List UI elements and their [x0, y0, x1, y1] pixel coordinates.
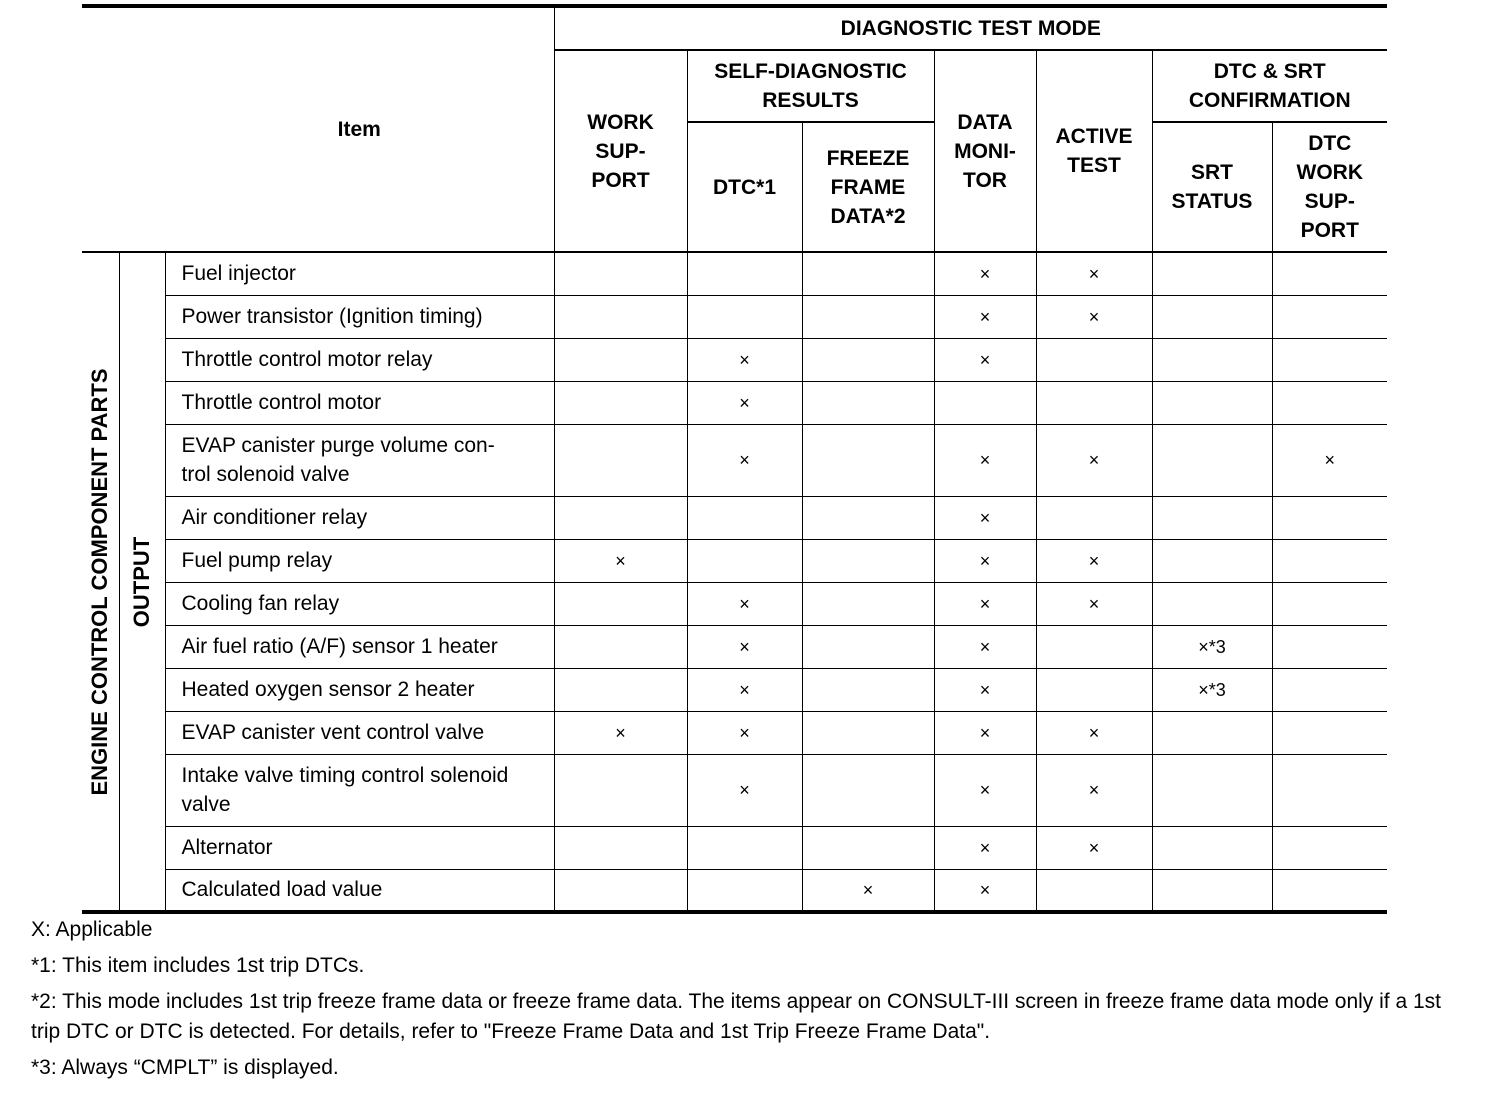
diagnostic-test-mode-header: DIAGNOSTIC TEST MODE: [554, 6, 1387, 50]
cell-work-support: [554, 869, 687, 912]
footnote-1: *1: This item includes 1st trip DTCs.: [31, 954, 365, 977]
cell-work-support: [554, 252, 687, 295]
cell-freeze: [802, 582, 934, 625]
applicable-mark: ×: [979, 263, 991, 284]
item-name: Air fuel ratio (A/F) sensor 1 heater: [165, 625, 554, 668]
cell-active-test: [1036, 496, 1152, 539]
cell-work-support: [554, 582, 687, 625]
applicable-mark: ×: [979, 636, 991, 657]
cell-srt-status: [1152, 496, 1272, 539]
applicable-mark: ×: [979, 722, 991, 743]
applicable-mark: ×: [739, 593, 750, 614]
cell-data-monitor: [934, 668, 1036, 711]
cell-freeze: [802, 338, 934, 381]
item-name: Fuel injector: [165, 252, 554, 295]
work-support-header: WORK SUP- PORT: [554, 50, 687, 252]
table-row: [82, 424, 1387, 496]
applicable-mark: ×: [1324, 450, 1336, 470]
cell-active-test: [1036, 869, 1152, 912]
item-name: Calculated load value: [165, 869, 554, 912]
cell-freeze: [802, 869, 934, 912]
applicable-mark: ×: [739, 780, 750, 800]
cell-freeze: [802, 826, 934, 869]
cell-work-support: [554, 381, 687, 424]
applicable-mark: ×: [979, 879, 991, 900]
item-name: EVAP canister vent control valve: [165, 711, 554, 754]
cell-data-monitor: [934, 252, 1036, 295]
cell-active-test: [1036, 338, 1152, 381]
item-name: Air conditioner relay: [165, 496, 554, 539]
table-row: [82, 381, 1387, 424]
dtc-header: DTC*1: [687, 122, 802, 252]
freeze-frame-data-header: FREEZE FRAME DATA*2: [802, 122, 934, 252]
cell-dtc: [687, 711, 802, 754]
cell-active-test: [1036, 711, 1152, 754]
cell-freeze: [802, 754, 934, 826]
cell-dtc-work-support: [1272, 826, 1387, 869]
applicable-mark: ×: [979, 507, 991, 528]
cell-dtc: [687, 295, 802, 338]
footnote-applicable: X: Applicable: [31, 918, 153, 941]
cell-freeze: [802, 625, 934, 668]
cell-work-support: [554, 625, 687, 668]
table-row: [82, 338, 1387, 381]
applicable-mark: ×*3: [1198, 679, 1226, 700]
cell-data-monitor: [934, 539, 1036, 582]
table-row: [82, 625, 1387, 668]
applicable-mark: ×*3: [1198, 636, 1226, 657]
cell-data-monitor: [934, 424, 1036, 496]
cell-srt-status: [1152, 668, 1272, 711]
cell-dtc: [687, 424, 802, 496]
cell-dtc: [687, 252, 802, 295]
applicable-mark: ×: [739, 450, 750, 470]
table-row: [82, 582, 1387, 625]
applicable-mark: ×: [979, 837, 991, 858]
cell-dtc: [687, 625, 802, 668]
table-row: [82, 295, 1387, 338]
cell-freeze: [802, 424, 934, 496]
cell-freeze: [802, 668, 934, 711]
item-name: Intake valve timing control solenoid valve: [165, 754, 554, 826]
applicable-mark: ×: [1088, 593, 1100, 614]
cell-dtc-work-support: [1272, 424, 1387, 496]
cell-dtc: [687, 539, 802, 582]
cell-srt-status: [1152, 338, 1272, 381]
item-column-header: Item: [165, 6, 554, 252]
srt-status-header: SRT STATUS: [1152, 122, 1272, 252]
table-row: [82, 754, 1387, 826]
cell-work-support: [554, 754, 687, 826]
applicable-mark: ×: [739, 722, 750, 743]
subgroup-label: OUTPUT: [129, 536, 154, 627]
cell-dtc: [687, 668, 802, 711]
group-label: ENGINE CONTROL COMPONENT PARTS: [87, 368, 113, 795]
cell-data-monitor: [934, 295, 1036, 338]
applicable-mark: ×: [1088, 550, 1100, 571]
cell-work-support: [554, 539, 687, 582]
cell-data-monitor: [934, 869, 1036, 912]
cell-work-support: [554, 826, 687, 869]
cell-active-test: [1036, 424, 1152, 496]
footnote-2: *2: This mode includes 1st trip freeze frame data or freeze frame data. The items appear on CONSULT-III screen in freeze frame data mode only if a 1st trip DTC or DTC is detected. For details, refer to "Freeze Frame Data and 1st Trip Freeze Frame Data".: [31, 990, 1442, 1043]
cell-srt-status: [1152, 381, 1272, 424]
cell-data-monitor: [934, 754, 1036, 826]
cell-dtc: [687, 496, 802, 539]
applicable-mark: ×: [739, 392, 750, 413]
applicable-mark: ×: [979, 349, 991, 370]
cell-data-monitor: [934, 826, 1036, 869]
cell-work-support: [554, 338, 687, 381]
cell-freeze: [802, 381, 934, 424]
applicable-mark: ×: [739, 636, 750, 657]
cell-work-support: [554, 295, 687, 338]
cell-work-support: [554, 424, 687, 496]
applicable-mark: ×: [979, 550, 991, 571]
cell-active-test: [1036, 582, 1152, 625]
cell-freeze: [802, 539, 934, 582]
cell-freeze: [802, 711, 934, 754]
subgroup-label-cell: [119, 252, 165, 912]
table-row: [82, 252, 1387, 295]
applicable-mark: ×: [979, 306, 991, 327]
cell-active-test: [1036, 539, 1152, 582]
item-name: Heated oxygen sensor 2 heater: [165, 668, 554, 711]
item-name: Throttle control motor relay: [165, 338, 554, 381]
cell-dtc-work-support: [1272, 295, 1387, 338]
cell-dtc: [687, 338, 802, 381]
applicable-mark: ×: [979, 450, 991, 470]
footnotes: [31, 915, 1471, 1089]
cell-dtc-work-support: [1272, 496, 1387, 539]
cell-srt-status: [1152, 869, 1272, 912]
cell-data-monitor: [934, 582, 1036, 625]
cell-work-support: [554, 496, 687, 539]
applicable-mark: ×: [615, 550, 626, 571]
cell-srt-status: [1152, 424, 1272, 496]
cell-srt-status: [1152, 252, 1272, 295]
cell-srt-status: [1152, 582, 1272, 625]
cell-active-test: [1036, 826, 1152, 869]
applicable-mark: ×: [1088, 722, 1100, 743]
cell-dtc-work-support: [1272, 711, 1387, 754]
table-row: [82, 539, 1387, 582]
applicable-mark: ×: [862, 879, 874, 900]
cell-dtc-work-support: [1272, 754, 1387, 826]
cell-active-test: [1036, 754, 1152, 826]
cell-data-monitor: [934, 711, 1036, 754]
cell-srt-status: [1152, 754, 1272, 826]
applicable-mark: ×: [979, 679, 991, 700]
item-name: Power transistor (Ignition timing): [165, 295, 554, 338]
cell-dtc: [687, 754, 802, 826]
cell-dtc-work-support: [1272, 381, 1387, 424]
item-name: Cooling fan relay: [165, 582, 554, 625]
table-row: [82, 668, 1387, 711]
table-row: [82, 826, 1387, 869]
item-name: Fuel pump relay: [165, 539, 554, 582]
cell-active-test: [1036, 381, 1152, 424]
cell-active-test: [1036, 668, 1152, 711]
group-label-cell: [82, 252, 119, 912]
dtc-work-support-header: DTC WORK SUP- PORT: [1272, 122, 1387, 252]
cell-srt-status: [1152, 826, 1272, 869]
cell-data-monitor: [934, 625, 1036, 668]
table-row: [82, 711, 1387, 754]
cell-active-test: [1036, 295, 1152, 338]
dtc-srt-confirmation-header: DTC & SRT CONFIRMATION: [1152, 50, 1387, 122]
item-name: EVAP canister purge volume con- trol solenoid valve: [165, 424, 554, 496]
applicable-mark: ×: [1088, 306, 1100, 327]
applicable-mark: ×: [979, 593, 991, 614]
cell-srt-status: [1152, 711, 1272, 754]
cell-work-support: [554, 711, 687, 754]
cell-data-monitor: [934, 338, 1036, 381]
cell-freeze: [802, 295, 934, 338]
diagnostic-mode-table: [82, 4, 1387, 914]
cell-dtc-work-support: [1272, 252, 1387, 295]
item-name: Throttle control motor: [165, 381, 554, 424]
applicable-mark: ×: [739, 679, 750, 700]
cell-active-test: [1036, 252, 1152, 295]
cell-freeze: [802, 252, 934, 295]
cell-srt-status: [1152, 539, 1272, 582]
table-row: [82, 496, 1387, 539]
cell-srt-status: [1152, 625, 1272, 668]
applicable-mark: ×: [1088, 263, 1100, 284]
applicable-mark: ×: [1088, 450, 1100, 470]
cell-data-monitor: [934, 381, 1036, 424]
applicable-mark: ×: [979, 780, 991, 800]
cell-active-test: [1036, 625, 1152, 668]
active-test-header: ACTIVE TEST: [1036, 50, 1152, 252]
cell-dtc: [687, 381, 802, 424]
self-diagnostic-results-header: SELF-DIAGNOSTIC RESULTS: [687, 50, 934, 122]
applicable-mark: ×: [1088, 837, 1100, 858]
cell-work-support: [554, 668, 687, 711]
cell-data-monitor: [934, 496, 1036, 539]
applicable-mark: ×: [615, 722, 626, 743]
applicable-mark: ×: [739, 349, 750, 370]
cell-freeze: [802, 496, 934, 539]
cell-dtc: [687, 582, 802, 625]
cell-dtc-work-support: [1272, 668, 1387, 711]
cell-dtc-work-support: [1272, 338, 1387, 381]
cell-dtc-work-support: [1272, 582, 1387, 625]
cell-dtc: [687, 869, 802, 912]
table-row: [82, 869, 1387, 912]
cell-dtc-work-support: [1272, 625, 1387, 668]
cell-dtc-work-support: [1272, 539, 1387, 582]
cell-dtc: [687, 826, 802, 869]
item-name: Alternator: [165, 826, 554, 869]
cell-dtc-work-support: [1272, 869, 1387, 912]
cell-srt-status: [1152, 295, 1272, 338]
applicable-mark: ×: [1088, 780, 1100, 800]
data-monitor-header: DATA MONI- TOR: [934, 50, 1036, 252]
footnote-3: *3: Always “CMPLT” is displayed.: [31, 1056, 339, 1079]
